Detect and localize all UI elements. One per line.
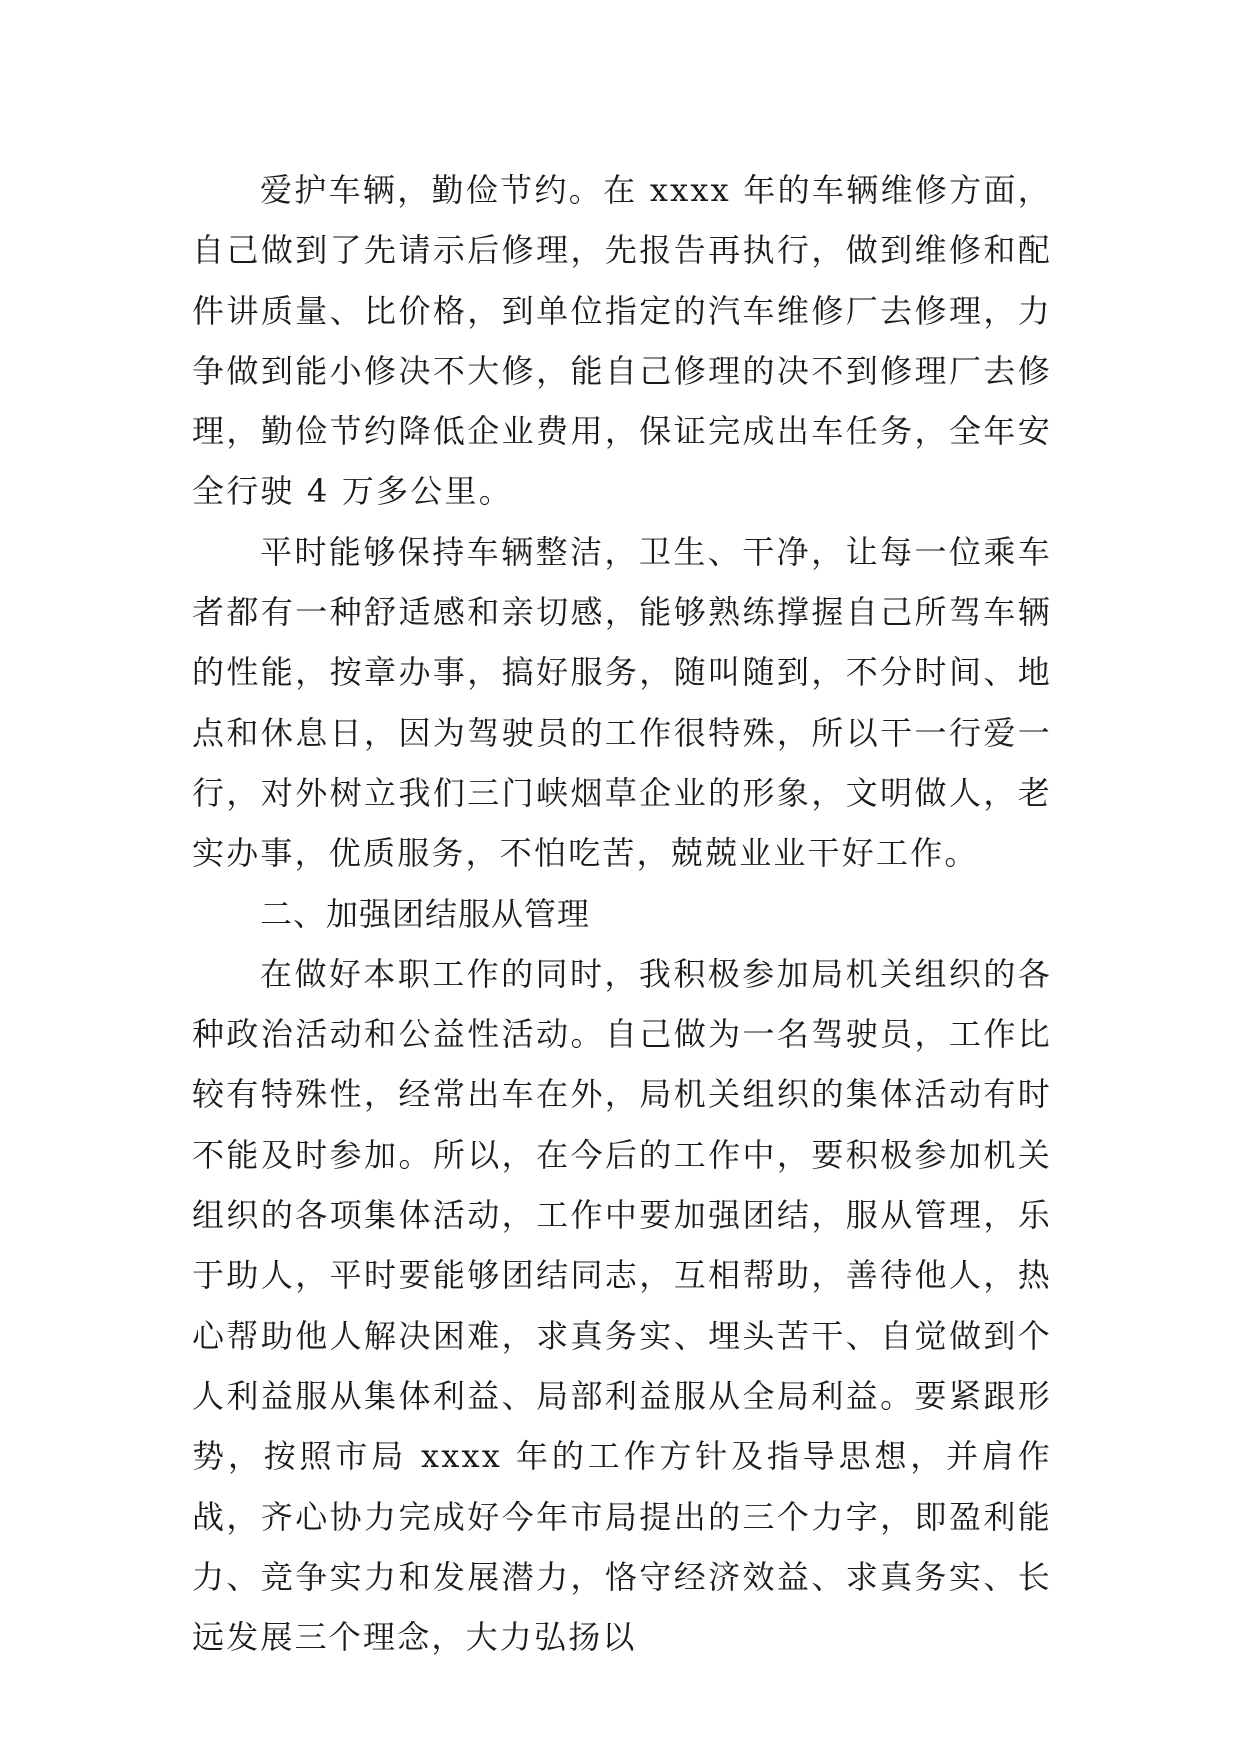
- section-heading: 二、加强团结服从管理: [260, 894, 591, 933]
- paragraph-vehicle-cleanliness: 平时能够保持车辆整洁，卫生、干净，让每一位乘车者都有一种舒适感和亲切感，能够熟练撑握自己所驾车辆的性能，按章办事，搞好服务，随叫随到，不分时间、地点和休息日，因为驾驶员的工作很特殊，所以干一行爱一行，对外树立我们三门峡烟草企业的形象，文明做人，老实办事，优质服务，不怕吃苦，兢兢业业干好工作。: [192, 532, 1052, 873]
- paragraph-teamwork: 在做好本职工作的同时，我积极参加局机关组织的各种政治活动和公益性活动。自己做为一名驾驶员，工作比较有特殊性，经常出车在外，局机关组织的集体活动有时不能及时参加。所以，在今后的工作中，要积极参加机关组织的各项集体活动，工作中要加强团结，服从管理，乐于助人，平时要能够团结同志，互相帮助，善待他人，热心帮助他人解决困难，求真务实、埋头苦干、自觉做到个人利益服从集体利益、局部利益服从全局利益。要紧跟形势，按照市局 xxxx 年的工作方针及指导思想，并肩作战，齐心协力完成好今年市局提出的三个力字，即盈利能力、竞争实力和发展潜力，恪守经济效益、求真务实、长远发展三个理念，大力弘扬以: [192, 954, 1052, 1657]
- paragraph-vehicle-maintenance: 爱护车辆，勤俭节约。在 xxxx 年的车辆维修方面，自己做到了先请示后修理，先报告再执行，做到维修和配件讲质量、比价格，到单位指定的汽车维修厂去修理，力争做到能小修决不大修，能自己修理的决不到修理厂去修理，勤俭节约降低企业费用，保证完成出车任务，全年安全行驶 4 万多公里。: [192, 171, 1052, 511]
- document-body: [192, 160, 1052, 1667]
